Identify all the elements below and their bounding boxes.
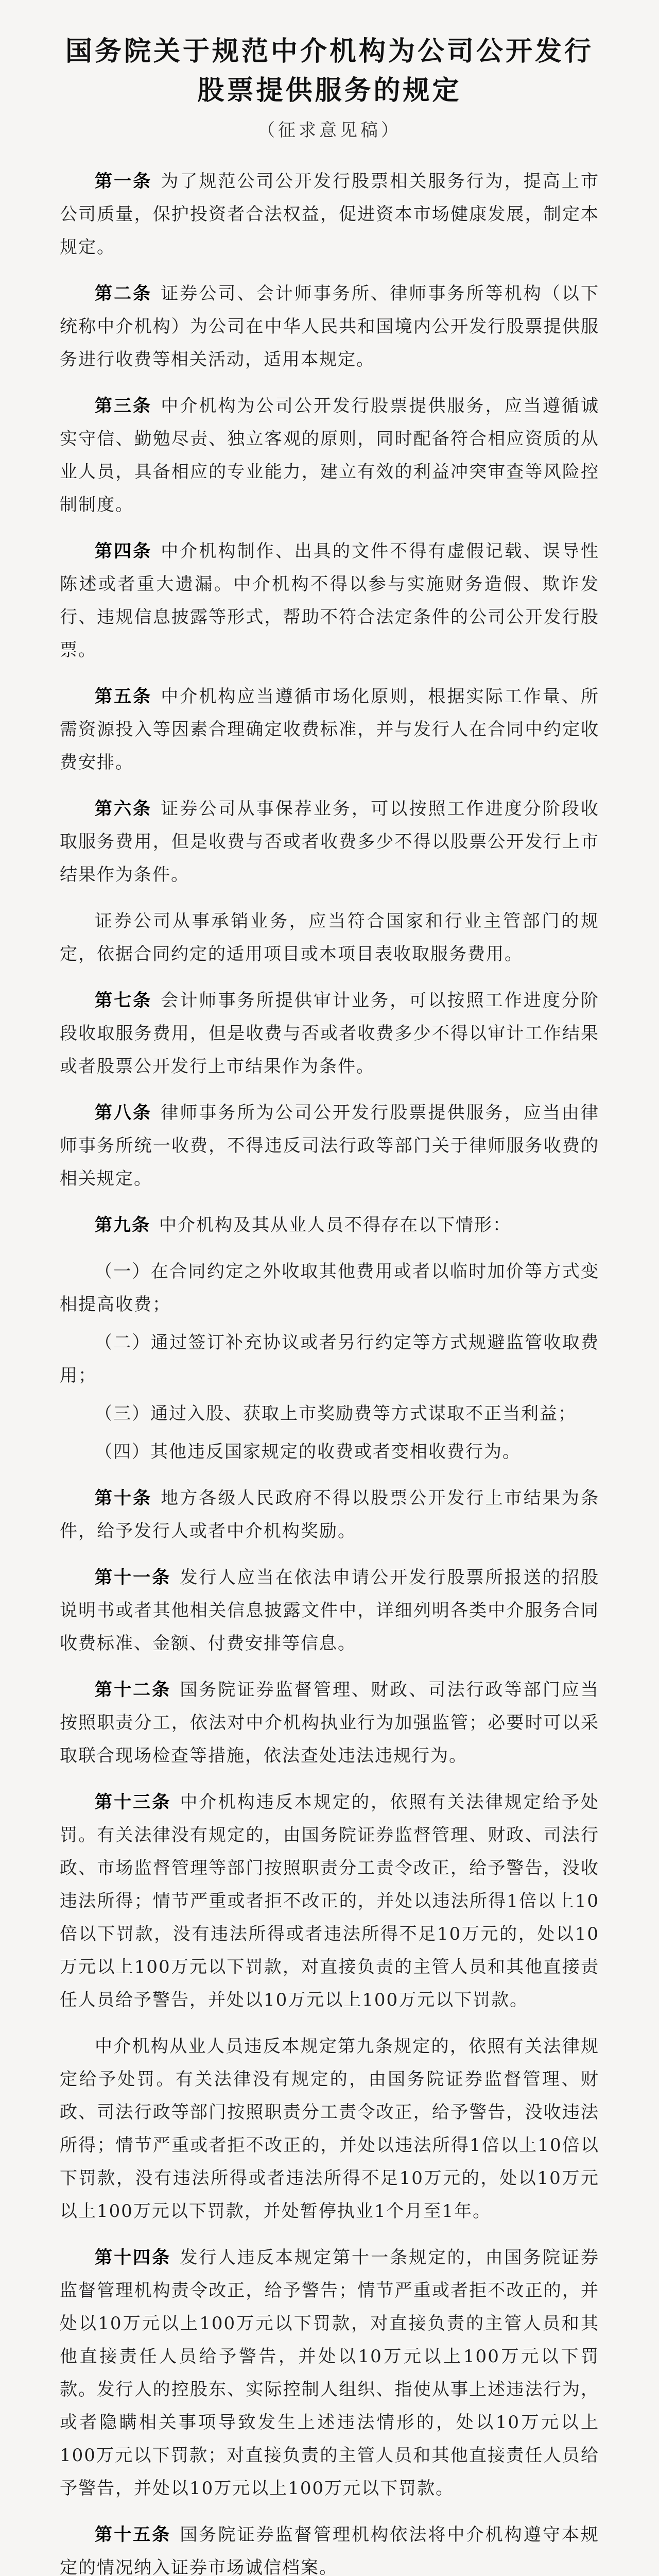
article-text: （三）通过入股、获取上市奖励费等方式谋取不正当利益；	[95, 1403, 577, 1424]
article-paragraph	[60, 984, 599, 1083]
article-paragraph	[60, 389, 599, 521]
article-text: 国务院证券监督管理、财政、司法行政等部门应当按照职责分工，依法对中介机构执业行为加强监管；必要时可以采取联合现场检查等措施，依法查处违法违规行为。	[60, 1680, 600, 1766]
article-text: （一）在合同约定之外收取其他费用或者以临时加价等方式变相提高收费；	[60, 1261, 599, 1315]
article-paragraph	[60, 1326, 599, 1392]
article-label: 第七条	[95, 990, 152, 1011]
article-label: 第十五条	[95, 2524, 171, 2545]
article-text: 为了规范公司公开发行股票相关服务行为，提高上市公司质量，保护投资者合法权益，促进资本市场健康发展，制定本规定。	[60, 171, 600, 258]
article-label: 第三条	[95, 396, 152, 416]
article-label: 第八条	[95, 1103, 152, 1123]
article-paragraph	[60, 1561, 599, 1660]
article-text: 发行人违反本规定第十一条规定的，由国务院证券监督管理机构责令改正，给予警告；情节严重或者拒不改正的，并处以10万元以上100万元以下罚款，对直接负责的主管人员和其他直接责任人员给予警告，并处以10万元以上100万元以下罚款。发行人的控股东、实际控制人组织、指使从事上述违法行为，或者隐瞒相关事项导致发生上述违法情形的，处以10万元以上100万元以下罚款；对直接负责的主管人员和其他直接责任人员给予警告，并处以10万元以上100万元以下罚款。	[60, 2247, 600, 2499]
article-paragraph	[60, 792, 599, 891]
article-text: （二）通过签订补充协议或者另行约定等方式规避监管收取费用；	[60, 1332, 599, 1386]
article-paragraph	[60, 535, 599, 667]
article-label: 第十一条	[95, 1567, 171, 1588]
article-text: 会计师事务所提供审计业务，可以按照工作进度分阶段收取服务费用，但是收费与否或者收费多少不得以审计工作结果或者股票公开发行上市结果作为条件。	[60, 990, 600, 1077]
article-text: 证券公司从事承销业务，应当符合国家和行业主管部门的规定，依据合同约定的适用项目或本项目表收取服务费用。	[60, 911, 599, 964]
article-label: 第十条	[95, 1488, 152, 1509]
article-text: 中介机构应当遵循市场化原则，根据实际工作量、所需资源投入等因素合理确定收费标准，并与发行人在合同中约定收费安排。	[60, 686, 600, 773]
article-paragraph	[60, 2518, 599, 2576]
article-text: 中介机构制作、出具的文件不得有虚假记载、误导性陈述或者重大遗漏。中介机构不得以参与实施财务造假、欺诈发行、违规信息披露等形式，帮助不符合法定条件的公司公开发行股票。	[60, 541, 600, 660]
article-label: 第十四条	[95, 2247, 171, 2268]
article-text: 中介机构及其从业人员不得存在以下情形：	[159, 1215, 511, 1235]
article-label: 第六条	[95, 799, 152, 819]
article-paragraph	[60, 1786, 599, 2016]
article-text: 发行人应当在依法申请公开发行股票所报送的招股说明书或者其他相关信息披露文件中，详细列明各类中介服务合同收费标准、金额、付费安排等信息。	[60, 1567, 600, 1654]
article-paragraph	[60, 1209, 599, 1242]
article-label: 第十二条	[95, 1680, 171, 1700]
article-paragraph	[60, 680, 599, 779]
article-text: 中介机构为公司公开发行股票提供服务，应当遵循诚实守信、勤勉尽责、独立客观的原则，同时配备符合相应资质的从业人员，具备相应的专业能力，建立有效的利益冲突审查等风险控制制度。	[60, 396, 600, 515]
article-text: 证券公司、会计师事务所、律师事务所等机构（以下统称中介机构）为公司在中华人民共和国境内公开发行股票提供服务进行收费等相关活动，适用本规定。	[60, 283, 600, 370]
article-paragraph	[60, 905, 599, 971]
article-text: 国务院证券监督管理机构依法将中介机构遵守本规定的情况纳入证券市场诚信档案。	[60, 2524, 600, 2576]
article-paragraph	[60, 1673, 599, 1772]
article-label: 第五条	[95, 686, 152, 707]
article-text: 中介机构违反本规定的，依照有关法律规定给予处罚。有关法律没有规定的，由国务院证券监督管理、财政、司法行政、市场监督管理等部门按照职责分工责令改正，给予警告，没收违法所得；情节严重或者拒不改正的，并处以违法所得1倍以上10倍以下罚款，没有违法所得或者违法所得不足10万元的，处以10万元以上100万元以下罚款，对直接负责的主管人员和其他直接责任人员给予警告，并处以10万元以上100万元以下罚款。	[60, 1792, 600, 2010]
article-text: 地方各级人民政府不得以股票公开发行上市结果为条件，给予发行人或者中介机构奖励。	[60, 1488, 600, 1541]
article-label: 第二条	[95, 283, 152, 304]
article-text: 律师事务所为公司公开发行股票提供服务，应当由律师事务所统一收费，不得违反司法行政等部门关于律师服务收费的相关规定。	[60, 1103, 600, 1189]
article-paragraph	[60, 1255, 599, 1321]
document-body	[60, 165, 599, 2576]
article-paragraph	[60, 1435, 599, 1468]
document-subtitle: （征求意见稿）	[257, 120, 402, 141]
article-label: 第九条	[95, 1215, 150, 1235]
article-text: （四）其他违反国家规定的收费或者变相收费行为。	[95, 1442, 521, 1462]
article-label: 第一条	[95, 171, 152, 192]
article-paragraph	[60, 2241, 599, 2505]
document-title: 国务院关于规范中介机构为公司公开发行股票提供服务的规定	[65, 36, 594, 106]
article-text: 证券公司从事保荐业务，可以按照工作进度分阶段收取服务费用，但是收费与否或者收费多少不得以股票公开发行上市结果作为条件。	[60, 799, 600, 885]
article-paragraph	[60, 1482, 599, 1548]
article-text: 中介机构从业人员违反本规定第九条规定的，依照有关法律规定给予处罚。有关法律没有规定的，由国务院证券监督管理、财政、司法行政等部门按照职责分工责令改正，给予警告，没收违法所得；情节严重或者拒不改正的，并处以违法所得1倍以上10倍以下罚款，没有违法所得或者违法所得不足10万元的，处以10万元以上100万元以下罚款，并处暂停执业1个月至1年。	[60, 2036, 599, 2222]
article-label: 第十三条	[95, 1792, 171, 1812]
article-paragraph	[60, 2030, 599, 2228]
article-label: 第四条	[95, 541, 152, 562]
article-paragraph	[60, 277, 599, 376]
article-paragraph	[60, 1397, 599, 1430]
article-paragraph	[60, 165, 599, 264]
article-paragraph	[60, 1096, 599, 1195]
